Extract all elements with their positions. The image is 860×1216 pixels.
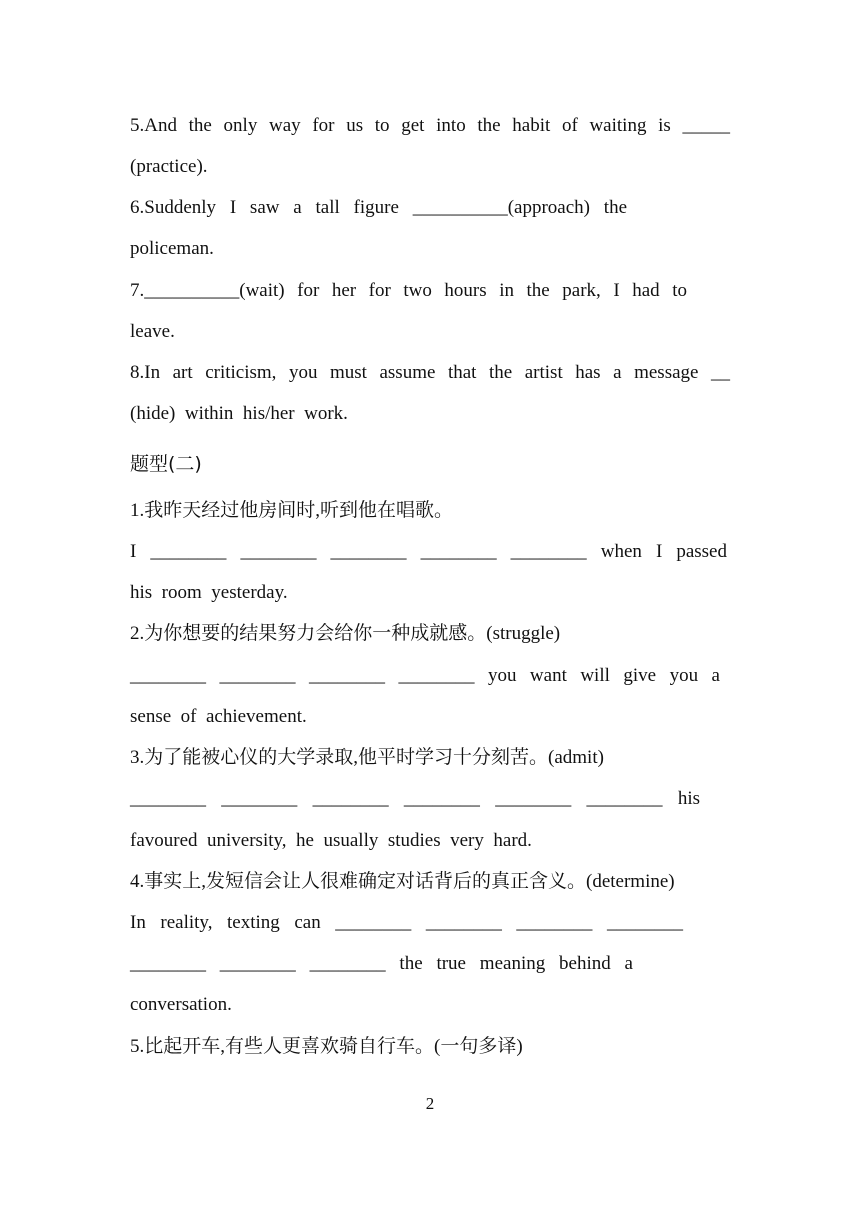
translation-4-answer-line-2: ________ ________ ________ the true meaning behind a xyxy=(130,953,633,974)
page-number: 2 xyxy=(425,1094,435,1113)
translation-3-answer-line-2: favoured university, he usually studies very hard. xyxy=(130,830,532,851)
translation-1-prompt: 1.我昨天经过他房间时,听到他在唱歌。 xyxy=(130,500,454,521)
question-6-line-1: 6.Suddenly I saw a tall figure __________(approach) the xyxy=(130,197,627,218)
question-7-line-2: leave. xyxy=(130,321,175,342)
question-5-line-2: (practice). xyxy=(130,156,208,177)
translation-2-answer-line-2: sense of achievement. xyxy=(130,706,307,727)
question-7-line-1: 7.__________(wait) for her for two hours in the park, I had to xyxy=(130,280,687,301)
translation-4-answer-line-1: In reality, texting can ________ ________ ________ ________ xyxy=(130,912,683,933)
translation-3-answer-line-1: ________ ________ ________ ________ ________ ________ his xyxy=(130,788,700,809)
translation-4-answer-line-3: conversation. xyxy=(130,994,232,1015)
question-6-line-2: policeman. xyxy=(130,238,214,259)
translation-1-answer-line-2: his room yesterday. xyxy=(130,582,288,603)
translation-4-prompt: 4.事实上,发短信会让人很难确定对话背后的真正含义。(determine) xyxy=(130,871,675,892)
section-heading: 题型(二) xyxy=(130,453,202,475)
question-8-line-2: (hide) within his/her work. xyxy=(130,403,348,424)
translation-1-answer-line-1: I ________ ________ ________ ________ ________ when I passed xyxy=(130,541,727,562)
question-5-line-1: 5.And the only way for us to get into the habit of waiting is _____ xyxy=(130,115,730,136)
question-8-line-1: 8.In art criticism, you must assume that the artist has a message __ xyxy=(130,362,730,383)
translation-2-prompt: 2.为你想要的结果努力会给你一种成就感。(struggle) xyxy=(130,623,561,644)
translation-5-prompt: 5.比起开车,有些人更喜欢骑自行车。(一句多译) xyxy=(130,1036,523,1057)
translation-2-answer-line-1: ________ ________ ________ ________ you want will give you a xyxy=(130,665,720,686)
translation-3-prompt: 3.为了能被心仪的大学录取,他平时学习十分刻苦。(admit) xyxy=(130,747,604,768)
